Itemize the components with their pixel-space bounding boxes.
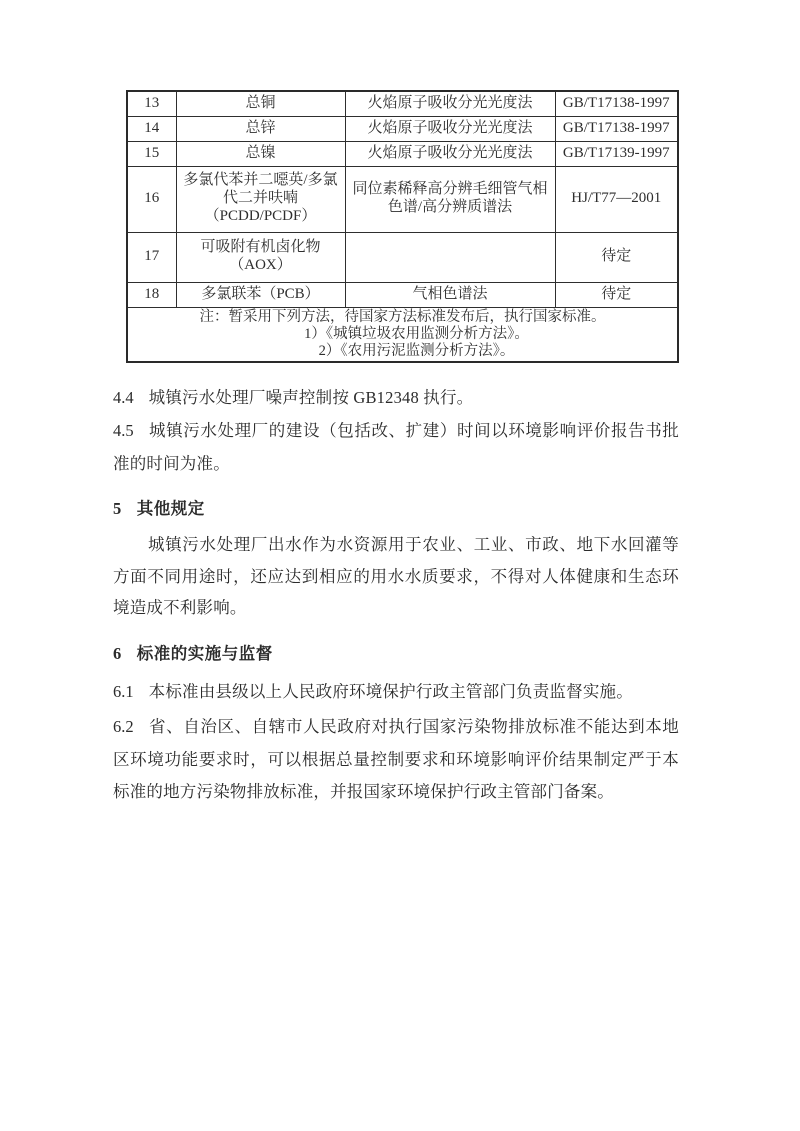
- clause-4-4: [113, 382, 679, 415]
- cell-item: 总锌: [176, 116, 345, 141]
- note-line-3: 2）《农用污泥监测分析方法》。: [318, 342, 515, 359]
- table-row: [127, 141, 678, 166]
- note-line-1: 注：暂采用下列方法，待国家方法标准发布后，执行国家标准。: [199, 308, 606, 325]
- clause-6-2: [113, 711, 679, 809]
- cell-standard: HJ/T77—2001: [555, 166, 678, 232]
- clause-text: 城镇污水处理厂的建设（包括改、扩建）时间以环境影响评价报告书批准的时间为准。: [113, 421, 679, 473]
- table-note-row: [127, 307, 678, 362]
- section-number: 5: [113, 499, 122, 518]
- table-row: [127, 166, 678, 232]
- clause-number: 4.4: [113, 388, 134, 407]
- cell-no: 16: [127, 166, 176, 232]
- clause-4-5: [113, 415, 679, 480]
- cell-item: 多氯联苯（PCB）: [176, 282, 345, 307]
- cell-standard: 待定: [555, 232, 678, 282]
- clause-number: 6.2: [113, 717, 134, 736]
- clause-number: 4.5: [113, 421, 134, 440]
- table-row: [127, 91, 678, 116]
- section-title: 其他规定: [136, 499, 205, 518]
- table-row: [127, 282, 678, 307]
- section-5-paragraph: 城镇污水处理厂出水作为水资源用于农业、工业、市政、地下水回灌等方面不同用途时，还应达到相应的用水水质要求，不得对人体健康和生态环境造成不利影响。: [113, 535, 679, 617]
- section-title: 标准的实施与监督: [136, 644, 273, 663]
- cell-item: 可吸附有机卤化物（AOX）: [176, 232, 345, 282]
- cell-standard: GB/T17138-1997: [555, 116, 678, 141]
- section-number: 6: [113, 644, 122, 663]
- cell-no: 17: [127, 232, 176, 282]
- cell-method: 火焰原子吸收分光光度法: [345, 141, 555, 166]
- cell-method: 火焰原子吸收分光光度法: [345, 116, 555, 141]
- cell-method: 火焰原子吸收分光光度法: [345, 91, 555, 116]
- cell-standard: GB/T17139-1997: [555, 141, 678, 166]
- cell-method: [345, 232, 555, 282]
- cell-method: 气相色谱法: [345, 282, 555, 307]
- clause-6-1: [113, 676, 679, 709]
- clause-text: 省、自治区、自辖市人民政府对执行国家污染物排放标准不能达到本地区环境功能要求时，可以根据总量控制要求和环境影响评价结果制定严于本标准的地方污染物排放标准，并报国家环境保护行政主管部门备案。: [113, 717, 679, 801]
- table-row: [127, 232, 678, 282]
- cell-no: 18: [127, 282, 176, 307]
- note-line-2: 1）《城镇垃圾农用监测分析方法》。: [304, 325, 529, 342]
- cell-item: 总铜: [176, 91, 345, 116]
- table-row: [127, 116, 678, 141]
- cell-standard: GB/T17138-1997: [555, 91, 678, 116]
- section-6-heading: [113, 642, 679, 666]
- cell-method: 同位素稀释高分辨毛细管气相色谱/高分辨质谱法: [345, 166, 555, 232]
- clause-number: 6.1: [113, 682, 134, 701]
- cell-standard: 待定: [555, 282, 678, 307]
- clause-text: 本标准由县级以上人民政府环境保护行政主管部门负责监督实施。: [148, 682, 633, 701]
- cell-no: 14: [127, 116, 176, 141]
- section-5-heading: [113, 497, 679, 521]
- cell-item: 总镍: [176, 141, 345, 166]
- monitoring-methods-table: [126, 90, 677, 363]
- cell-item: 多氯代苯并二噁英/多氯代二并呋喃（PCDD/PCDF）: [176, 166, 345, 232]
- cell-no: 15: [127, 141, 176, 166]
- table-note: [127, 307, 678, 362]
- cell-no: 13: [127, 91, 176, 116]
- clause-text: 城镇污水处理厂噪声控制按 GB12348 执行。: [148, 388, 474, 407]
